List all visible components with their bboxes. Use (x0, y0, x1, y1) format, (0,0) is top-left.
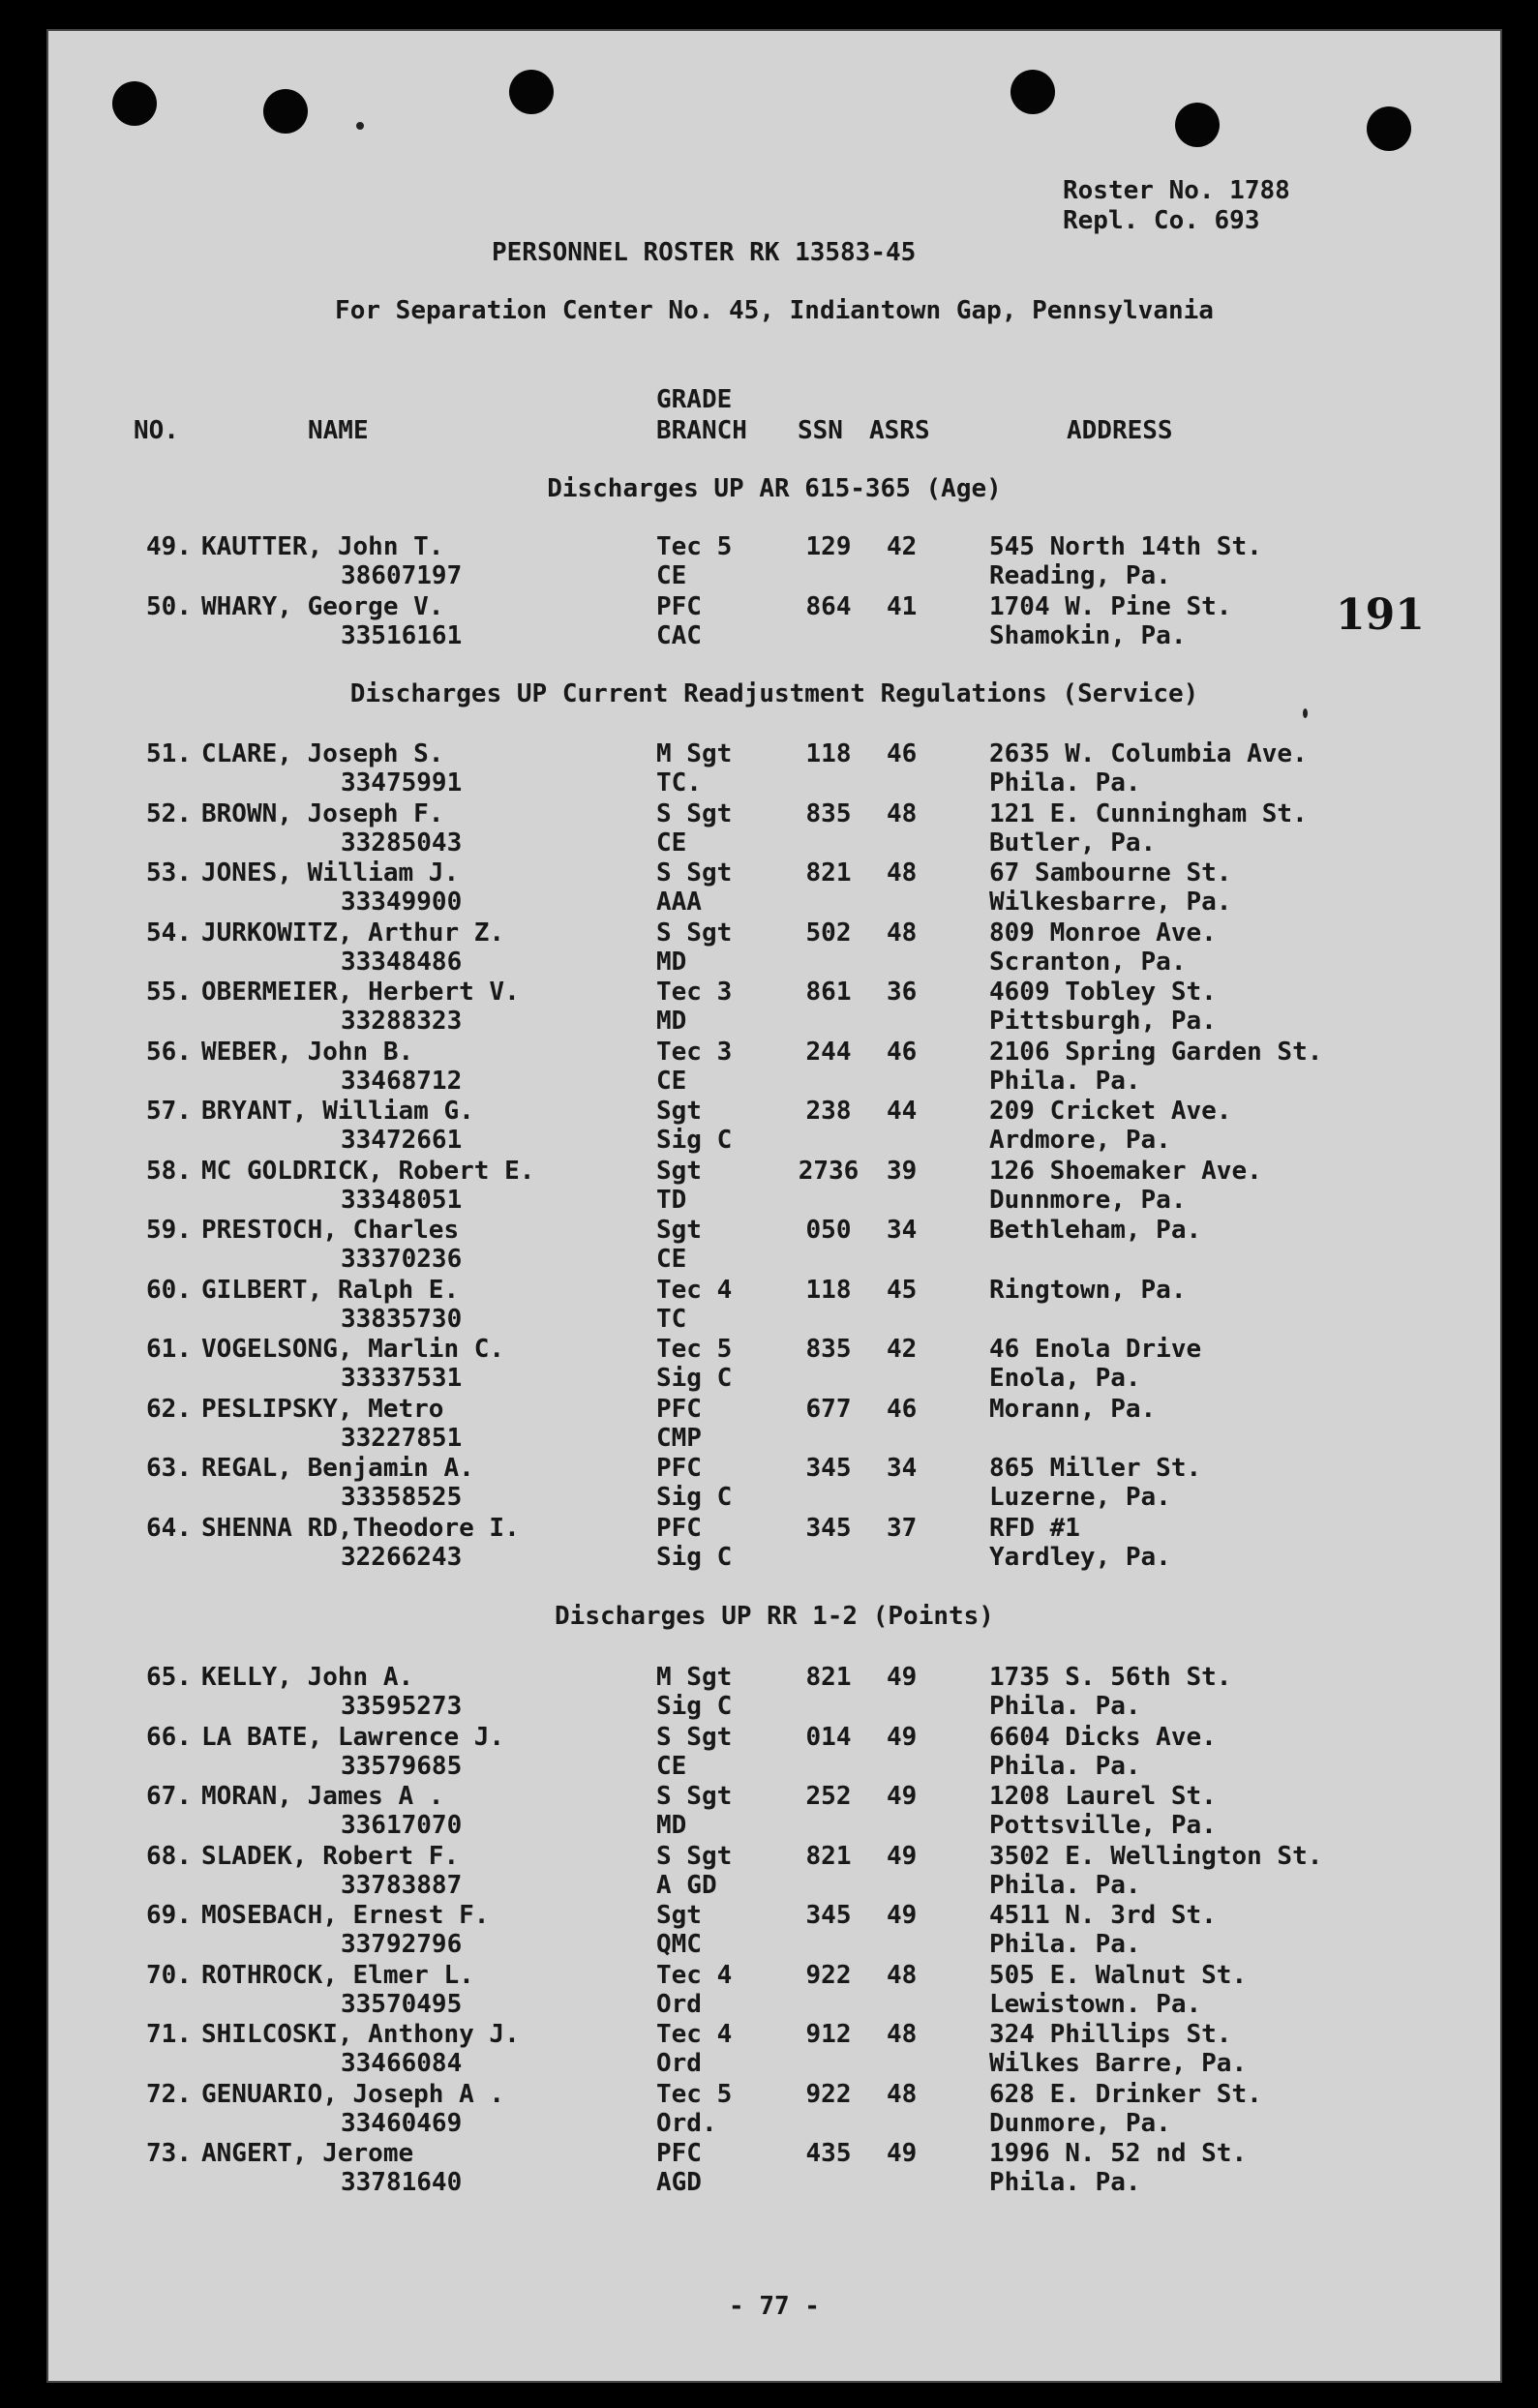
entry-address-line1: RFD #1 (989, 1513, 1080, 1543)
entry-address-line1: 2635 W. Columbia Ave. (989, 739, 1308, 768)
entry-address-line1: 545 North 14th St. (989, 532, 1262, 561)
entry-asrs: 48 (887, 2079, 918, 2109)
entry-number: 52. (146, 798, 192, 828)
entry-asrs: 46 (887, 739, 918, 768)
entry-serial-number: 33595273 (341, 1692, 463, 1721)
entry-address-line1: Ringtown, Pa. (989, 1275, 1187, 1305)
col-ssn: SSN (798, 416, 843, 445)
entry-address-line1: 6604 Dicks Ave. (989, 1722, 1217, 1752)
entry-serial-number: 33337531 (341, 1364, 463, 1393)
replacement-company: Repl. Co. 693 (1063, 206, 1260, 235)
entry-asrs: 49 (887, 1841, 918, 1871)
entry-name: LA BATE, Lawrence J. (201, 1722, 505, 1752)
entry-serial-number: 33349900 (341, 888, 463, 917)
entry-grade: Tec 4 (656, 1960, 733, 1990)
column-headers (48, 385, 1500, 463)
entry-branch: QMC (656, 1930, 702, 1959)
entry-asrs: 48 (887, 798, 918, 828)
entry-address-line2: Phila. Pa. (989, 1751, 1141, 1781)
entry-serial-number: 33370236 (341, 1245, 463, 1274)
entry-branch: CE (656, 1245, 687, 1274)
entry-name: MORAN, James A . (201, 1782, 444, 1811)
entry-address-line1: 324 Phillips St. (989, 2020, 1232, 2049)
entry-number: 68. (146, 1841, 192, 1871)
entry-grade: M Sgt (656, 739, 733, 768)
entry-grade: Tec 5 (656, 2079, 733, 2109)
roster-entry (48, 1961, 1500, 2021)
entry-asrs: 45 (887, 1275, 918, 1305)
entry-ssn: 129 (805, 532, 852, 561)
entry-serial-number: 33617070 (341, 1811, 463, 1840)
entry-number: 56. (146, 1037, 192, 1067)
entry-branch: A GD (656, 1870, 717, 1900)
punch-hole (112, 81, 157, 126)
entry-name: JURKOWITZ, Arthur Z. (201, 918, 505, 948)
roster-entry (48, 1276, 1500, 1336)
roster-entry (48, 1216, 1500, 1276)
entry-address-line1: 628 E. Drinker St. (989, 2079, 1262, 2109)
entry-address-line2: Phila. Pa. (989, 1870, 1141, 1900)
entry-serial-number: 33460469 (341, 2108, 463, 2138)
entry-grade: Sgt (656, 1156, 702, 1186)
entry-serial-number: 33781640 (341, 2168, 463, 2197)
entry-address-line2: Wilkesbarre, Pa. (989, 888, 1232, 917)
entry-grade: Tec 4 (656, 2020, 733, 2049)
entry-number: 55. (146, 978, 192, 1007)
document-page (46, 29, 1502, 2383)
col-no: NO. (134, 416, 179, 445)
entry-number: 72. (146, 2079, 192, 2109)
col-name: NAME (308, 416, 369, 445)
entry-branch: TD (656, 1185, 687, 1215)
entry-grade: PFC (656, 591, 702, 621)
entry-ssn: 821 (805, 1663, 852, 1692)
entry-number: 57. (146, 1097, 192, 1126)
entry-asrs: 49 (887, 1901, 918, 1930)
entry-asrs: 48 (887, 1960, 918, 1990)
entry-ssn: 2736 (798, 1156, 859, 1186)
entry-name: CLARE, Joseph S. (201, 739, 444, 768)
entry-number: 51. (146, 739, 192, 768)
entry-name: SLADEK, Robert F. (201, 1841, 460, 1871)
entry-ssn: 677 (805, 1394, 852, 1424)
roster-entry (48, 1723, 1500, 1783)
entry-ssn: 912 (805, 2020, 852, 2049)
entry-asrs: 46 (887, 1037, 918, 1067)
col-address: ADDRESS (1067, 416, 1173, 445)
roster-entry (48, 1335, 1500, 1395)
punch-hole (1175, 103, 1220, 147)
entry-ssn: 835 (805, 1335, 852, 1364)
entry-address-line2: Enola, Pa. (989, 1364, 1141, 1393)
section-heading: Discharges UP Current Readjustment Regulations (Service) (349, 679, 1199, 708)
entry-address-line2: Butler, Pa. (989, 828, 1157, 858)
entry-ssn: 821 (805, 1841, 852, 1871)
entry-address-line2: Pottsville, Pa. (989, 1811, 1217, 1840)
entry-asrs: 42 (887, 532, 918, 561)
roster-entry (48, 1842, 1500, 1902)
entry-address-line2: Ardmore, Pa. (989, 1126, 1171, 1155)
entry-serial-number: 38607197 (341, 561, 463, 590)
entry-branch: AAA (656, 888, 702, 917)
col-asrs: ASRS (869, 416, 930, 445)
entry-grade: PFC (656, 1513, 702, 1543)
document-subtitle: For Separation Center No. 45, Indiantown Gap, Pennsylvania (335, 296, 1214, 325)
entry-ssn: 238 (805, 1097, 852, 1126)
entry-number: 70. (146, 1960, 192, 1990)
entry-branch: Sig C (656, 1126, 733, 1155)
entry-grade: Tec 5 (656, 1335, 733, 1364)
entry-number: 60. (146, 1275, 192, 1305)
entry-address-line2: Luzerne, Pa. (989, 1483, 1171, 1512)
entry-asrs: 39 (887, 1156, 918, 1186)
entry-address-line1: 67 Sambourne St. (989, 858, 1232, 888)
roster-entry (48, 2080, 1500, 2140)
entry-address-line2: Shamokin, Pa. (989, 620, 1187, 650)
entry-asrs: 49 (887, 1722, 918, 1752)
roster-entry (48, 918, 1500, 978)
entry-branch: Sig C (656, 1692, 733, 1721)
entry-number: 71. (146, 2020, 192, 2049)
entry-ssn: 118 (805, 1275, 852, 1305)
entry-number: 69. (146, 1901, 192, 1930)
entry-grade: Tec 3 (656, 1037, 733, 1067)
entry-serial-number: 33783887 (341, 1870, 463, 1900)
entry-asrs: 34 (887, 1216, 918, 1245)
entry-asrs: 41 (887, 591, 918, 621)
entry-asrs: 36 (887, 978, 918, 1007)
roster-entry (48, 1454, 1500, 1514)
speck (356, 122, 364, 130)
roster-entry (48, 1097, 1500, 1157)
entry-address-line2: Pittsburgh, Pa. (989, 1007, 1217, 1036)
roster-info (1063, 176, 1290, 236)
entry-name: KAUTTER, John T. (201, 532, 444, 561)
roster-entry (48, 1663, 1500, 1723)
roster-entry (48, 978, 1500, 1038)
entry-grade: Sgt (656, 1901, 702, 1930)
entry-address-line1: 1996 N. 52 nd St. (989, 2139, 1248, 2168)
entry-branch: Ord. (656, 2108, 717, 2138)
punch-hole (1367, 106, 1411, 151)
entry-branch: Ord (656, 2049, 702, 2078)
roster-entry (48, 1901, 1500, 1961)
entry-serial-number: 33468712 (341, 1066, 463, 1096)
entry-branch: Sig C (656, 1483, 733, 1512)
entry-grade: PFC (656, 2139, 702, 2168)
entry-number: 58. (146, 1156, 192, 1186)
entry-number: 67. (146, 1782, 192, 1811)
entry-grade: Sgt (656, 1097, 702, 1126)
entry-address-line1: 865 Miller St. (989, 1454, 1202, 1483)
entry-name: GILBERT, Ralph E. (201, 1275, 460, 1305)
roster-entry (48, 1395, 1500, 1455)
entry-branch: CE (656, 1066, 687, 1096)
entry-address-line2: Dunmore, Pa. (989, 2108, 1171, 2138)
entry-ssn: 014 (805, 1722, 852, 1752)
entry-number: 54. (146, 918, 192, 948)
entry-asrs: 49 (887, 2139, 918, 2168)
entry-ssn: 922 (805, 1960, 852, 1990)
entry-asrs: 48 (887, 2020, 918, 2049)
entry-grade: S Sgt (656, 1722, 733, 1752)
entry-branch: CAC (656, 620, 702, 650)
entry-serial-number: 33472661 (341, 1126, 463, 1155)
entry-address-line1: 2106 Spring Garden St. (989, 1037, 1323, 1067)
entry-branch: Ord (656, 1989, 702, 2019)
entry-address-line1: 809 Monroe Ave. (989, 918, 1217, 948)
entry-address-line2: Phila. Pa. (989, 1066, 1141, 1096)
entry-ssn: 922 (805, 2079, 852, 2109)
speck (1303, 708, 1308, 718)
entry-number: 59. (146, 1216, 192, 1245)
entry-serial-number: 33466084 (341, 2049, 463, 2078)
entry-grade: S Sgt (656, 798, 733, 828)
entry-serial-number: 33227851 (341, 1423, 463, 1453)
entry-name: WHARY, George V. (201, 591, 444, 621)
punch-hole (263, 89, 308, 134)
entry-serial-number: 33285043 (341, 828, 463, 858)
entry-branch: AGD (656, 2168, 702, 2197)
entry-address-line2: Phila. Pa. (989, 1692, 1141, 1721)
entry-address-line1: 4511 N. 3rd St. (989, 1901, 1217, 1930)
entry-branch: MD (656, 947, 687, 977)
entry-name: BROWN, Joseph F. (201, 798, 444, 828)
section-heading: Discharges UP RR 1-2 (Points) (555, 1602, 994, 1631)
entry-ssn: 864 (805, 591, 852, 621)
entry-address-line1: 126 Shoemaker Ave. (989, 1156, 1262, 1186)
entry-branch: CMP (656, 1423, 702, 1453)
entry-name: PESLIPSKY, Metro (201, 1394, 444, 1424)
entry-address-line1: 121 E. Cunningham St. (989, 798, 1308, 828)
roster-entry (48, 532, 1500, 592)
entry-ssn: 345 (805, 1454, 852, 1483)
entry-name: JONES, William J. (201, 858, 460, 888)
entry-name: ROTHROCK, Elmer L. (201, 1960, 474, 1990)
entry-serial-number: 32266243 (341, 1542, 463, 1572)
entry-name: WEBER, John B. (201, 1037, 414, 1067)
entry-address-line1: 1704 W. Pine St. (989, 591, 1232, 621)
entry-address-line1: 1208 Laurel St. (989, 1782, 1217, 1811)
roster-entry (48, 1782, 1500, 1842)
entry-asrs: 34 (887, 1454, 918, 1483)
entry-branch: CE (656, 561, 687, 590)
entry-branch: TC. (656, 768, 702, 798)
entry-address-line2: Scranton, Pa. (989, 947, 1187, 977)
entry-address-line2: Wilkes Barre, Pa. (989, 2049, 1248, 2078)
entry-ssn: 835 (805, 798, 852, 828)
entry-number: 49. (146, 532, 192, 561)
entry-branch: Sig C (656, 1364, 733, 1393)
entry-serial-number: 33570495 (341, 1989, 463, 2019)
entry-address-line2: Phila. Pa. (989, 768, 1141, 798)
entry-name: MOSEBACH, Ernest F. (201, 1901, 490, 1930)
entry-branch: Sig C (656, 1542, 733, 1572)
entry-number: 65. (146, 1663, 192, 1692)
entry-number: 64. (146, 1513, 192, 1543)
entry-ssn: 050 (805, 1216, 852, 1245)
page-number: - 77 - (729, 2292, 820, 2321)
entry-grade: PFC (656, 1454, 702, 1483)
entry-serial-number: 33516161 (341, 620, 463, 650)
entry-number: 63. (146, 1454, 192, 1483)
entry-name: OBERMEIER, Herbert V. (201, 978, 520, 1007)
entry-ssn: 345 (805, 1513, 852, 1543)
entry-address-line2: Yardley, Pa. (989, 1542, 1171, 1572)
entry-grade: S Sgt (656, 858, 733, 888)
entry-grade: S Sgt (656, 1782, 733, 1811)
col-branch: BRANCH (656, 416, 747, 445)
entry-address-line2: Reading, Pa. (989, 561, 1171, 590)
entry-asrs: 49 (887, 1663, 918, 1692)
entry-name: PRESTOCH, Charles (201, 1216, 460, 1245)
entry-asrs: 48 (887, 918, 918, 948)
entry-address-line2: Phila. Pa. (989, 1930, 1141, 1959)
entry-name: REGAL, Benjamin A. (201, 1454, 474, 1483)
entry-address-line1: 4609 Tobley St. (989, 978, 1217, 1007)
document-title: PERSONNEL ROSTER RK 13583-45 (492, 238, 917, 267)
entry-serial-number: 33792796 (341, 1930, 463, 1959)
page-stamp: 191 (1336, 590, 1425, 640)
entry-address-line1: 1735 S. 56th St. (989, 1663, 1232, 1692)
roster-entry (48, 1157, 1500, 1217)
entry-ssn: 861 (805, 978, 852, 1007)
entry-serial-number: 33579685 (341, 1751, 463, 1781)
entry-address-line1: Morann, Pa. (989, 1394, 1157, 1424)
entry-branch: CE (656, 1751, 687, 1781)
roster-entry (48, 858, 1500, 918)
entry-serial-number: 33348486 (341, 947, 463, 977)
entry-asrs: 49 (887, 1782, 918, 1811)
roster-entry (48, 739, 1500, 799)
entry-serial-number: 33835730 (341, 1304, 463, 1334)
roster-entry (48, 1514, 1500, 1574)
col-grade: GRADE (656, 385, 733, 414)
entry-grade: Tec 3 (656, 978, 733, 1007)
entry-branch: CE (656, 828, 687, 858)
entry-name: SHILCOSKI, Anthony J. (201, 2020, 520, 2049)
entry-ssn: 252 (805, 1782, 852, 1811)
entry-name: BRYANT, William G. (201, 1097, 474, 1126)
entry-grade: Tec 5 (656, 532, 733, 561)
entry-ssn: 435 (805, 2139, 852, 2168)
entry-number: 73. (146, 2139, 192, 2168)
entry-name: MC GOLDRICK, Robert E. (201, 1156, 535, 1186)
entry-address-line1: Bethleham, Pa. (989, 1216, 1202, 1245)
entry-asrs: 44 (887, 1097, 918, 1126)
entry-address-line1: 505 E. Walnut St. (989, 1960, 1248, 1990)
section-heading: Discharges UP AR 615-365 (Age) (547, 474, 1002, 503)
entry-name: VOGELSONG, Marlin C. (201, 1335, 505, 1364)
roster-entry (48, 2139, 1500, 2199)
roster-entry (48, 592, 1500, 652)
entry-address-line1: 209 Cricket Ave. (989, 1097, 1232, 1126)
entry-asrs: 46 (887, 1394, 918, 1424)
roster-entry (48, 2020, 1500, 2080)
entry-name: GENUARIO, Joseph A . (201, 2079, 505, 2109)
entry-address-line2: Lewistown. Pa. (989, 1989, 1202, 2019)
entry-number: 66. (146, 1722, 192, 1752)
entry-grade: S Sgt (656, 918, 733, 948)
entry-name: ANGERT, Jerome (201, 2139, 414, 2168)
entry-name: KELLY, John A. (201, 1663, 414, 1692)
entry-grade: S Sgt (656, 1841, 733, 1871)
entry-serial-number: 33358525 (341, 1483, 463, 1512)
punch-hole (1010, 70, 1055, 114)
entry-branch: MD (656, 1811, 687, 1840)
entry-serial-number: 33475991 (341, 768, 463, 798)
entry-branch: MD (656, 1007, 687, 1036)
entry-grade: M Sgt (656, 1663, 733, 1692)
entry-number: 61. (146, 1335, 192, 1364)
entry-asrs: 42 (887, 1335, 918, 1364)
entry-address-line1: 46 Enola Drive (989, 1335, 1202, 1364)
entry-grade: Sgt (656, 1216, 702, 1245)
entry-address-line2: Dunnmore, Pa. (989, 1185, 1187, 1215)
entry-asrs: 37 (887, 1513, 918, 1543)
entry-ssn: 345 (805, 1901, 852, 1930)
entry-number: 50. (146, 591, 192, 621)
roster-entry (48, 1038, 1500, 1098)
entry-asrs: 48 (887, 858, 918, 888)
entry-address-line1: 3502 E. Wellington St. (989, 1841, 1323, 1871)
roster-number: Roster No. 1788 (1063, 176, 1290, 205)
entry-branch: TC (656, 1304, 687, 1334)
entry-number: 53. (146, 858, 192, 888)
entry-name: SHENNA RD,Theodore I. (201, 1513, 520, 1543)
entry-ssn: 244 (805, 1037, 852, 1067)
entry-address-line2: Phila. Pa. (989, 2168, 1141, 2197)
entry-ssn: 118 (805, 739, 852, 768)
entry-ssn: 821 (805, 858, 852, 888)
entry-serial-number: 33348051 (341, 1185, 463, 1215)
entry-grade: Tec 4 (656, 1275, 733, 1305)
entry-ssn: 502 (805, 918, 852, 948)
punch-hole (509, 70, 554, 114)
entry-serial-number: 33288323 (341, 1007, 463, 1036)
entry-number: 62. (146, 1394, 192, 1424)
roster-entry (48, 799, 1500, 859)
entry-grade: PFC (656, 1394, 702, 1424)
